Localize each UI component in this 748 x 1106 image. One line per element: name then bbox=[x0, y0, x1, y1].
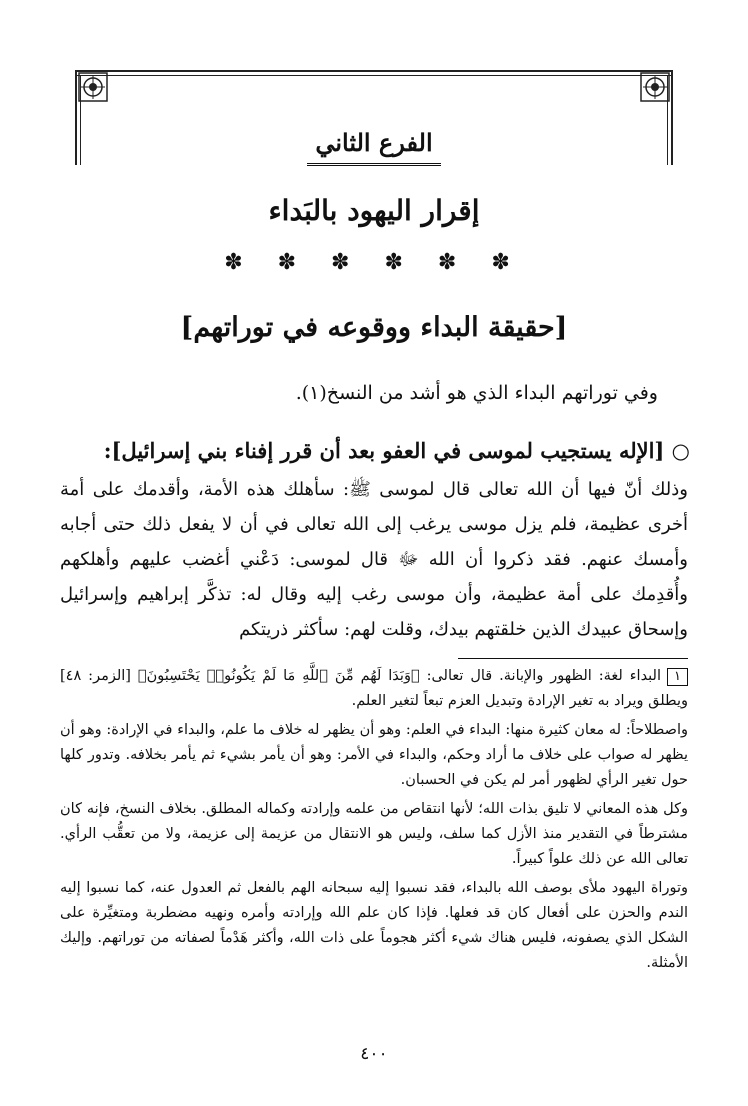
intro-sentence: وفي توراتهم البداء الذي هو أشد من النسخ(١). bbox=[295, 382, 658, 404]
corner-ornament-icon bbox=[78, 72, 108, 102]
footnote-paragraph: واصطلاحاً: له معان كثيرة منها: البداء في العلم: وهو أن يظهر له خلاف ما علم، والبداء في الإرادة: وهو أن يظهر له صواب على خلاف ما أراد وحكم، والبداء في الأمر: وهو أن يأمر بشيء ثم يأمر بخلافه. وتدور كلها حول تغير الرأي لظهور أمر لم يكن في الحسبان. bbox=[60, 722, 688, 788]
footnote-separator bbox=[458, 658, 688, 659]
body-paragraph: وذلك أنّ فيها أن الله تعالى قال لموسى ﷺ: سأهلك هذه الأمة، وأقدمك على أمة أخرى عظيمة، فلم يزل موسى يرغب إلى الله تعالى في أن لا يفعل ذلك حتى أجابه وأمسك عنهم. فقد ذكروا أن الله ﷻ قال لموسى: دَعْني أغضب عليهم وأهلكهم وأُقدِمك على أمة عظيمة، وأن موسى رغب إليه وقال له: تذكَّر إبراهيم وإسرائيل وإسحاق عبيدك الذين خلقتهم بيدك، وقلت لهم: سأكثر ذريتكم bbox=[60, 479, 688, 640]
corner-ornament-icon bbox=[640, 72, 670, 102]
footnote-paragraph: وتوراة اليهود ملأى بوصف الله بالبداء، فقد نسبوا إليه سبحانه الهم بالفعل ثم العدول عنه، كما نسبوا إليه الندم والحزن على أفعال كان قد فعلها. فإذا كان علم الله وإرادته وأمره ونهيه مضطربة ومتغيِّرة على الشكل الذي يصفونه، فليس هناك شيء أكثر هجوماً على ذات الله، وأكثر هَدْماً لصفاته من توراتهم. وإليك الأمثلة. bbox=[60, 880, 688, 971]
footnote-paragraph: وكل هذه المعاني لا تليق بذات الله؛ لأنها انتقاص من علمه وإرادته وكماله المطلق. بخلاف النسخ، فإنه كان مشترطاً في التقدير منذ الأزل كما سلف، وليس هو الانتقال من عزيمة إلى عزيمة، ولا من تعقُّب الرأي. تعالى الله عن ذلك علواً كبيراً. bbox=[60, 801, 688, 867]
subheading: ○ [الإله يستجيب لموسى في العفو بعد أن قرر إفناء بني إسرائيل]: bbox=[103, 438, 690, 463]
section-label-text: الفرع الثاني bbox=[307, 128, 440, 166]
page-number: ٤٠٠ bbox=[360, 1044, 388, 1064]
section-heading: [حقيقة البداء ووقوعه في توراتهم] bbox=[180, 312, 568, 343]
footnote-text: البداء لغة: الظهور والإبانة. قال تعالى: ﴿وَبَدَا لَهُم مِّنَ ٱللَّهِ مَا لَمْ يَكُونُوا۟ يَحْتَسِبُونَ﴾ [الزمر: ٤٨] ويطلق ويراد به تغير الإرادة وتبديل العزم تبعاً لتغير العلم. bbox=[60, 668, 688, 709]
footnote-number: ١ bbox=[667, 668, 688, 686]
chapter-title: إقرار اليهود بالبَداء bbox=[268, 194, 480, 227]
star-divider: ✽ ✽ ✽ ✽ ✽ ✽ bbox=[224, 250, 524, 275]
frame-border-top-inner bbox=[75, 75, 673, 76]
frame-border-top bbox=[75, 70, 673, 72]
section-label bbox=[0, 128, 748, 166]
footnotes bbox=[60, 664, 688, 980]
footnote-1 bbox=[60, 664, 688, 714]
